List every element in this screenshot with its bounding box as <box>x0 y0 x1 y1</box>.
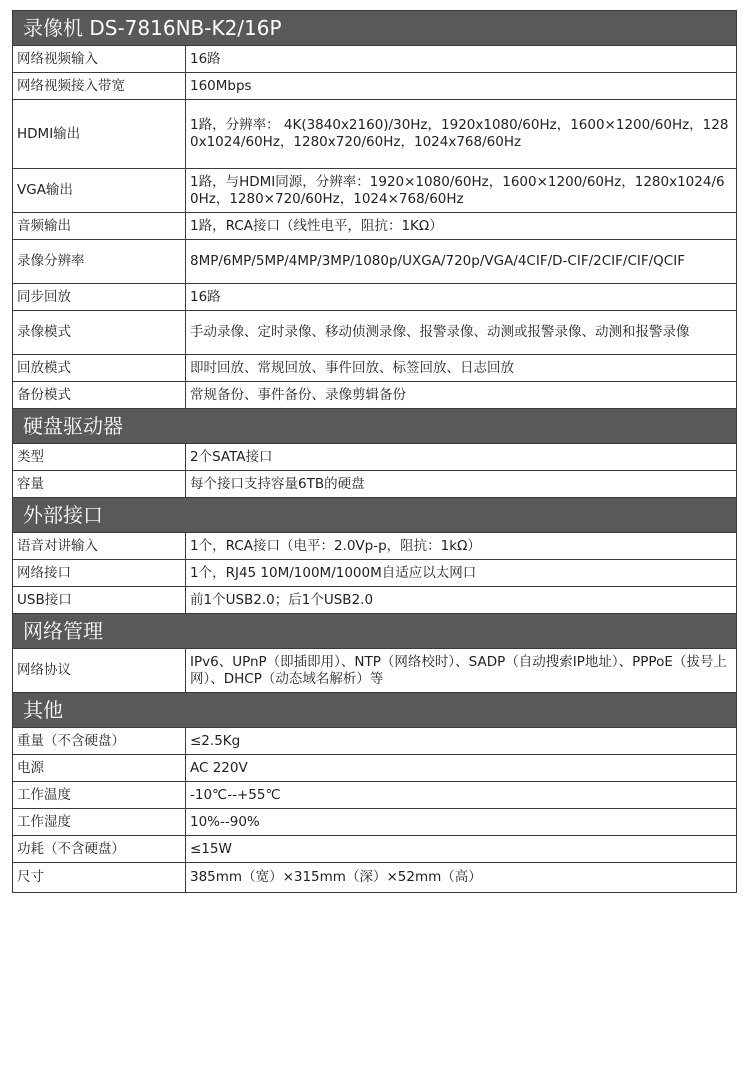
spec-row <box>13 755 737 782</box>
spec-label: 重量（不含硬盘） <box>13 728 186 755</box>
spec-label: 网络协议 <box>13 649 186 693</box>
spec-row <box>13 213 737 240</box>
spec-label: 工作温度 <box>13 782 186 809</box>
spec-value: AC 220V <box>186 755 737 782</box>
section-header-external-ports <box>13 498 737 533</box>
spec-value: IPv6、UPnP（即插即用）、NTP（网络校时）、SADP（自动搜索IP地址）、PPPoE（拔号上网）、DHCP（动态域名解析）等 <box>186 649 737 693</box>
spec-value: ≤15W <box>186 836 737 863</box>
section-header-recorder <box>13 11 737 46</box>
spec-label: 网络视频接入带宽 <box>13 73 186 100</box>
spec-value: 16路 <box>186 284 737 311</box>
spec-row <box>13 560 737 587</box>
spec-row <box>13 533 737 560</box>
spec-label: 备份模式 <box>13 382 186 409</box>
spec-value: 10%--90% <box>186 809 737 836</box>
spec-value: 1路，与HDMI同源，分辨率：1920×1080/60Hz，1600×1200/60Hz，1280x1024/60Hz，1280×720/60Hz，1024×768/60Hz <box>186 169 737 213</box>
spec-value: 1个，RCA接口（电平：2.0Vp-p，阻抗：1kΩ） <box>186 533 737 560</box>
spec-label: 工作湿度 <box>13 809 186 836</box>
spec-value: 1个，RJ45 10M/100M/1000M自适应以太网口 <box>186 560 737 587</box>
section-title: 硬盘驱动器 <box>13 409 737 444</box>
spec-row <box>13 863 737 893</box>
spec-value: 8MP/6MP/5MP/4MP/3MP/1080p/UXGA/720p/VGA/4CIF/D-CIF/2CIF/CIF/QCIF <box>186 240 737 284</box>
spec-row <box>13 836 737 863</box>
spec-value: 每个接口支持容量6TB的硬盘 <box>186 471 737 498</box>
spec-value: 即时回放、常规回放、事件回放、标签回放、日志回放 <box>186 355 737 382</box>
spec-value: 手动录像、定时录像、移动侦测录像、报警录像、动测或报警录像、动测和报警录像 <box>186 311 737 355</box>
spec-label: 容量 <box>13 471 186 498</box>
section-title: 录像机 DS-7816NB-K2/16P <box>13 11 737 46</box>
spec-row <box>13 169 737 213</box>
spec-label: VGA输出 <box>13 169 186 213</box>
spec-label: HDMI输出 <box>13 100 186 169</box>
section-title: 其他 <box>13 693 737 728</box>
spec-label: 网络视频输入 <box>13 46 186 73</box>
spec-row <box>13 284 737 311</box>
section-title: 网络管理 <box>13 614 737 649</box>
section-header-hdd <box>13 409 737 444</box>
spec-label: 功耗（不含硬盘） <box>13 836 186 863</box>
spec-value: 前1个USB2.0；后1个USB2.0 <box>186 587 737 614</box>
spec-row <box>13 382 737 409</box>
section-title: 外部接口 <box>13 498 737 533</box>
spec-row <box>13 100 737 169</box>
spec-value: 1路，RCA接口（线性电平，阻抗：1KΩ） <box>186 213 737 240</box>
spec-value: 2个SATA接口 <box>186 444 737 471</box>
spec-row <box>13 46 737 73</box>
spec-row <box>13 471 737 498</box>
spec-row <box>13 73 737 100</box>
section-header-network-management <box>13 614 737 649</box>
spec-label: 音频输出 <box>13 213 186 240</box>
spec-label: 同步回放 <box>13 284 186 311</box>
spec-table <box>12 10 737 893</box>
spec-row <box>13 444 737 471</box>
spec-label: 录像分辨率 <box>13 240 186 284</box>
spec-row <box>13 587 737 614</box>
spec-value: 常规备份、事件备份、录像剪辑备份 <box>186 382 737 409</box>
spec-label: 录像模式 <box>13 311 186 355</box>
spec-value: -10℃--+55℃ <box>186 782 737 809</box>
spec-row <box>13 240 737 284</box>
spec-value: 160Mbps <box>186 73 737 100</box>
spec-row <box>13 809 737 836</box>
spec-value: ≤2.5Kg <box>186 728 737 755</box>
spec-value: 1路，分辨率： 4K(3840x2160)/30Hz，1920x1080/60Hz，1600×1200/60Hz，1280x1024/60Hz，1280x720/60Hz，1024x768/60Hz <box>186 100 737 169</box>
spec-label: 电源 <box>13 755 186 782</box>
spec-label: 语音对讲输入 <box>13 533 186 560</box>
spec-row <box>13 649 737 693</box>
spec-label: 回放模式 <box>13 355 186 382</box>
spec-row <box>13 782 737 809</box>
spec-row <box>13 728 737 755</box>
spec-row <box>13 355 737 382</box>
spec-label: 类型 <box>13 444 186 471</box>
spec-label: USB接口 <box>13 587 186 614</box>
spec-value: 16路 <box>186 46 737 73</box>
spec-sheet <box>12 10 736 893</box>
spec-label: 网络接口 <box>13 560 186 587</box>
spec-value: 385mm（宽）×315mm（深）×52mm（高） <box>186 863 737 893</box>
spec-row <box>13 311 737 355</box>
spec-label: 尺寸 <box>13 863 186 893</box>
section-header-other <box>13 693 737 728</box>
